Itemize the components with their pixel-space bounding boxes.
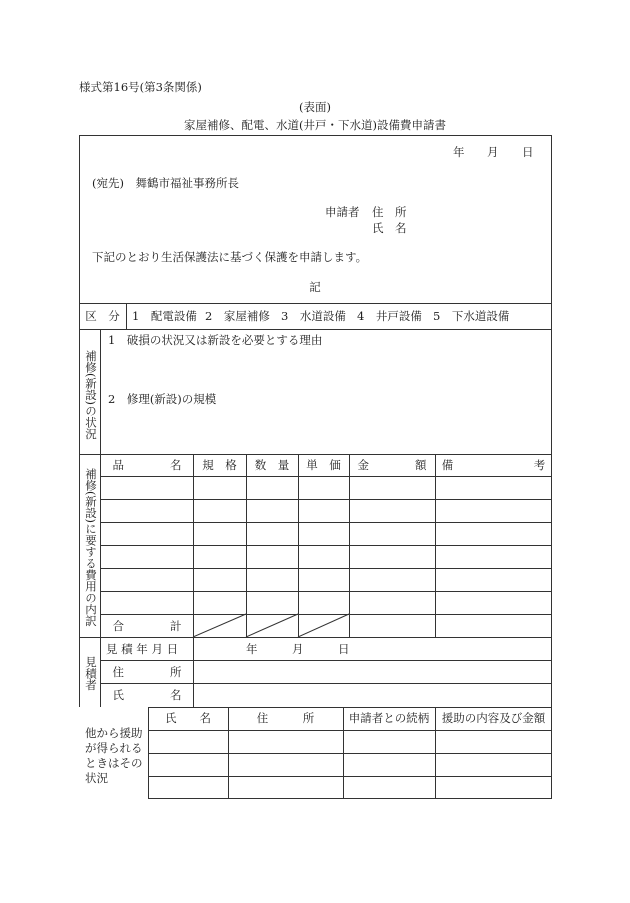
aid-section-label-line-3: ときはその [85,756,143,770]
divider [126,303,127,329]
divider [100,683,552,684]
category-label: 区 分 [85,309,120,323]
table-row [148,753,552,754]
applicant-address-label: 住 所 [372,205,407,219]
header-amount: 金 額 [357,458,427,472]
table-row [100,522,552,523]
table-row [148,730,552,731]
form-number: 様式第16号(第3条関係) [79,80,202,94]
table-row [100,545,552,546]
aid-section-label-line-1: 他から援助 [85,726,143,740]
divider [79,707,552,708]
table-row [100,499,552,500]
status-item-2: 2 修理(新設)の規模 [108,392,217,406]
estimator-address-label: 住 所 [112,665,182,679]
table-row [148,776,552,777]
total-quantity-slash [246,614,298,637]
addressee: (宛先) 舞鶴市福祉事務所長 [92,176,239,190]
aid-section-label-line-4: 状況 [85,771,108,785]
divider [79,454,552,455]
header-item-name: 品 名 [112,458,182,472]
table-row [100,476,552,477]
aid-section-label-line-2: が得られる [85,741,143,755]
cost-section-label: 補修(新設)に要する費用の内訳 [84,467,98,627]
aid-header-name: 氏 名 [165,711,211,725]
applicant-name-label: 氏 名 [372,221,407,235]
divider [79,637,552,638]
total-unit-price-slash [298,614,349,637]
table-row [100,568,552,569]
date-day: 日 [522,145,534,159]
aid-header-relationship: 申請者との続柄 [348,711,430,725]
header-remarks: 備 考 [441,458,546,472]
estimator-name-label: 氏 名 [112,688,182,702]
date-year: 年 [453,145,465,159]
side-label: (表面) [299,100,331,114]
total-spec-slash [193,614,246,637]
aid-header-address: 住 所 [256,711,315,725]
aid-header-content: 援助の内容及び金額 [441,711,546,725]
application-statement: 下記のとおり生活保護法に基づく保護を申請します。 [92,250,368,264]
status-section-label: 補修(新設)の状況 [84,350,98,440]
record-mark: 記 [309,280,321,294]
form-title: 家屋補修、配電、水道(井戸・下水道)設備費申請書 [184,118,446,132]
category-option-2: 2 家屋補修 [205,309,270,323]
estimate-date-value: 年 月 日 [246,642,350,656]
status-item-1: 1 破損の状況又は新設を必要とする理由 [108,333,323,347]
table-row [100,591,552,592]
category-option-4: 4 井戸設備 [357,309,422,323]
category-option-5: 5 下水道設備 [433,309,510,323]
category-option-1: 1 配電設備 [132,309,197,323]
estimator-label: 見積者 [84,655,98,691]
category-option-3: 3 水道設備 [281,309,346,323]
divider [79,303,552,304]
header-spec: 規 格 [202,458,237,472]
estimate-date-label: 見 積 年 月 日 [106,642,179,656]
date-month: 月 [487,145,499,159]
divider [100,660,552,661]
header-quantity: 数 量 [254,458,290,472]
total-label: 合 計 [112,619,182,633]
applicant-label: 申請者 [325,205,360,219]
header-unit-price: 単 価 [306,458,341,472]
divider [79,329,552,330]
divider [193,637,194,707]
